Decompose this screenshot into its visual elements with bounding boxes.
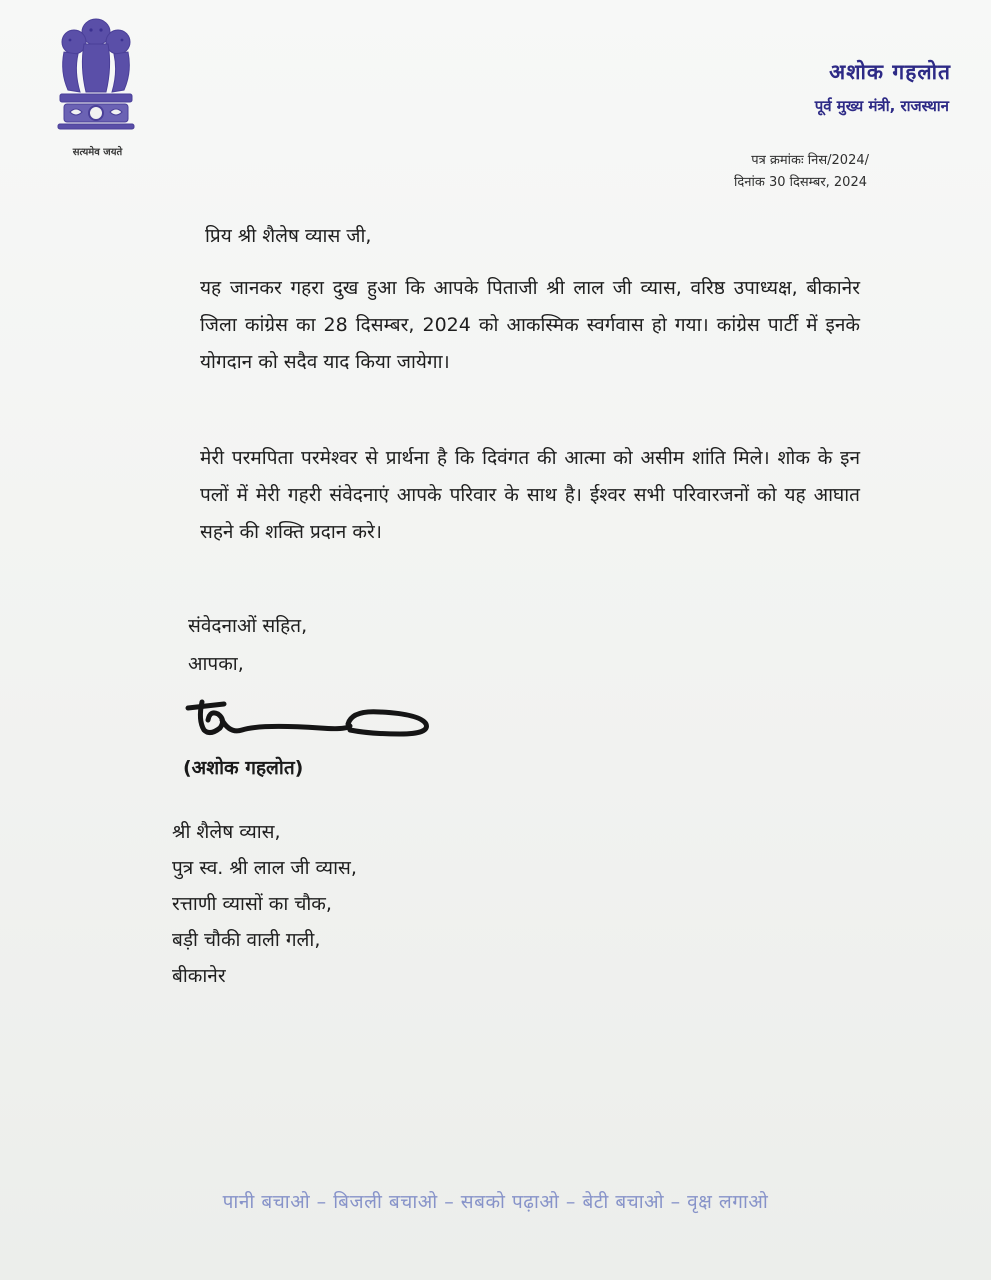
address-line: बड़ी चौकी वाली गली, bbox=[172, 929, 321, 951]
closing-line-2: आपका, bbox=[188, 653, 244, 675]
handwritten-signature bbox=[180, 690, 440, 750]
letter-reference: पत्र क्रमांकः निस/2024/ bbox=[751, 153, 869, 168]
footer-slogan: पानी बचाओ – बिजली बचाओ – सबको पढ़ाओ – बेटी बचाओ – वृक्ष लगाओ bbox=[222, 1191, 769, 1213]
national-emblem-icon bbox=[50, 12, 142, 144]
sender-designation: पूर्व मुख्य मंत्री, राजस्थान bbox=[814, 97, 949, 115]
salutation: प्रिय श्री शैलेष व्यास जी, bbox=[205, 225, 372, 247]
body-paragraph-1: यह जानकर गहरा दुख हुआ कि आपके पिताजी श्री लाल जी व्यास, वरिष्ठ उपाध्यक्ष, बीकानेर जिला कांग्रेस का 28 दिसम्बर, 2024 को आकस्मिक स्वर्गवास हो गया। कांग्रेस पार्टी में इनके योगदान को सदैव याद किया जायेगा। bbox=[200, 277, 860, 373]
sender-name: अशोक गहलोत bbox=[829, 60, 951, 84]
letter-date: दिनांक 30 दिसम्बर, 2024 bbox=[733, 175, 867, 190]
closing-line-1: संवेदनाओं सहित, bbox=[188, 615, 308, 637]
body-paragraph-2: मेरी परमपिता परमेश्वर से प्रार्थना है कि दिवंगत की आत्मा को असीम शांति मिले। शोक के इन पलों में मेरी गहरी संवेदनाएं आपके परिवार के साथ है। ईश्वर सभी परिवारजनों को यह आघात सहने की शक्ति प्रदान करे। bbox=[200, 447, 860, 543]
emblem-motto: सत्यमेव जयते bbox=[72, 147, 123, 158]
recipient-address bbox=[172, 814, 357, 994]
address-line: रत्ताणी व्यासों का चौक, bbox=[172, 893, 332, 915]
address-line: श्री शैलेष व्यास, bbox=[172, 821, 281, 843]
emblem bbox=[50, 12, 145, 164]
address-line: बीकानेर bbox=[172, 965, 226, 987]
address-line: पुत्र स्व. श्री लाल जी व्यास, bbox=[172, 857, 357, 879]
signed-name: (अशोक गहलोत) bbox=[183, 757, 304, 779]
